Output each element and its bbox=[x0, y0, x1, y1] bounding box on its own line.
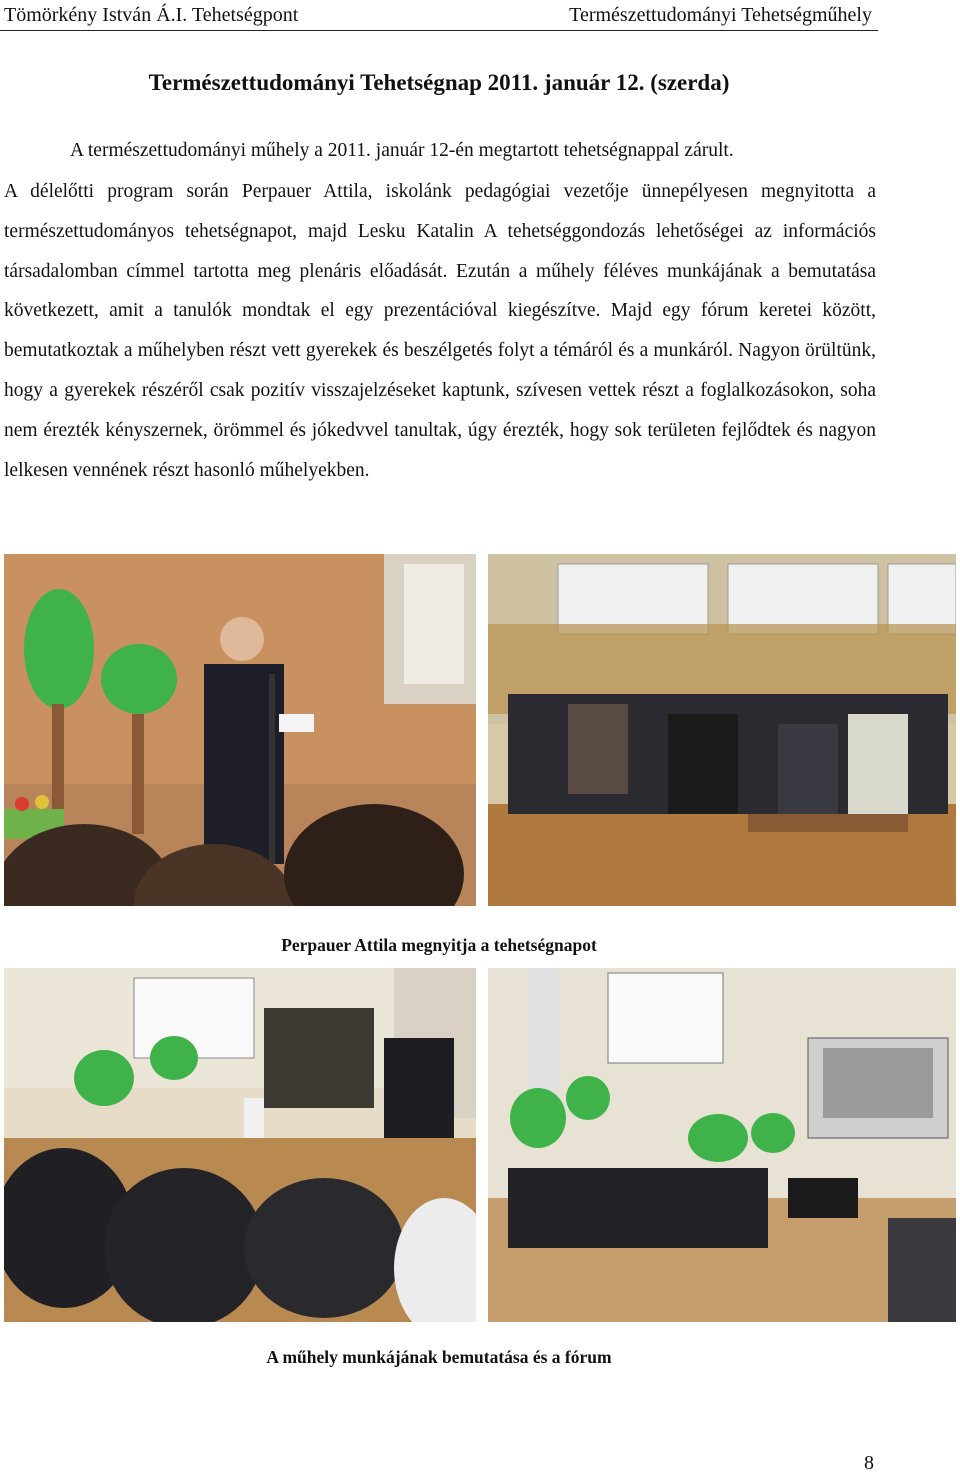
header-school-name: Tömörkény István Á.I. Tehetségpont bbox=[4, 4, 299, 26]
page-number: 8 bbox=[864, 1452, 874, 1474]
photo-forum bbox=[488, 968, 956, 1322]
intro-line: A természettudományi műhely a 2011. január 12-én megtartott tehetségnappal zárult. bbox=[70, 140, 734, 161]
caption-opening: Perpauer Attila megnyitja a tehetségnapot bbox=[281, 935, 597, 955]
header-workshop-name: Természettudományi Tehetségműhely bbox=[569, 4, 872, 26]
photo-speaker-opening bbox=[4, 554, 476, 906]
page-header bbox=[0, 0, 960, 32]
page-title: Természettudományi Tehetségnap 2011. január 12. (szerda) bbox=[148, 70, 730, 95]
photo-audience bbox=[488, 554, 956, 906]
photo-presentation bbox=[4, 968, 476, 1322]
caption-forum: A műhely munkájának bemutatása és a fórum bbox=[266, 1347, 612, 1367]
header-rule bbox=[0, 30, 878, 31]
body-paragraph: A délelőtti program során Perpauer Attila, iskolánk pedagógiai vezetője ünnepélyesen megnyitotta a természettudományos tehetségnapot, majd Lesku Katalin A tehetséggondozás lehetőségei az információs társadalomban címmel tartotta meg plenáris előadását. Ezután a műhely féléves munkájának a bemutatása következett, amit a tanulók mondtak el egy prezentációval kiegészítve. Majd egy fórum keretei között, bemutatkoztak a műhelyben részt vett gyerekek és beszélgetés folyt a témáról és a munkáról. Nagyon örültünk, hogy a gyerekek részéről csak pozitív visszajelzéseket kaptunk, szívesen vettek részt a foglalkozásokon, soha nem érezték kényszernek, örömmel és jókedvvel tanultak, úgy érezték, hogy sok területen fejlődtek és nagyon lelkesen vennének részt hasonló műhelyekben. bbox=[4, 181, 876, 481]
